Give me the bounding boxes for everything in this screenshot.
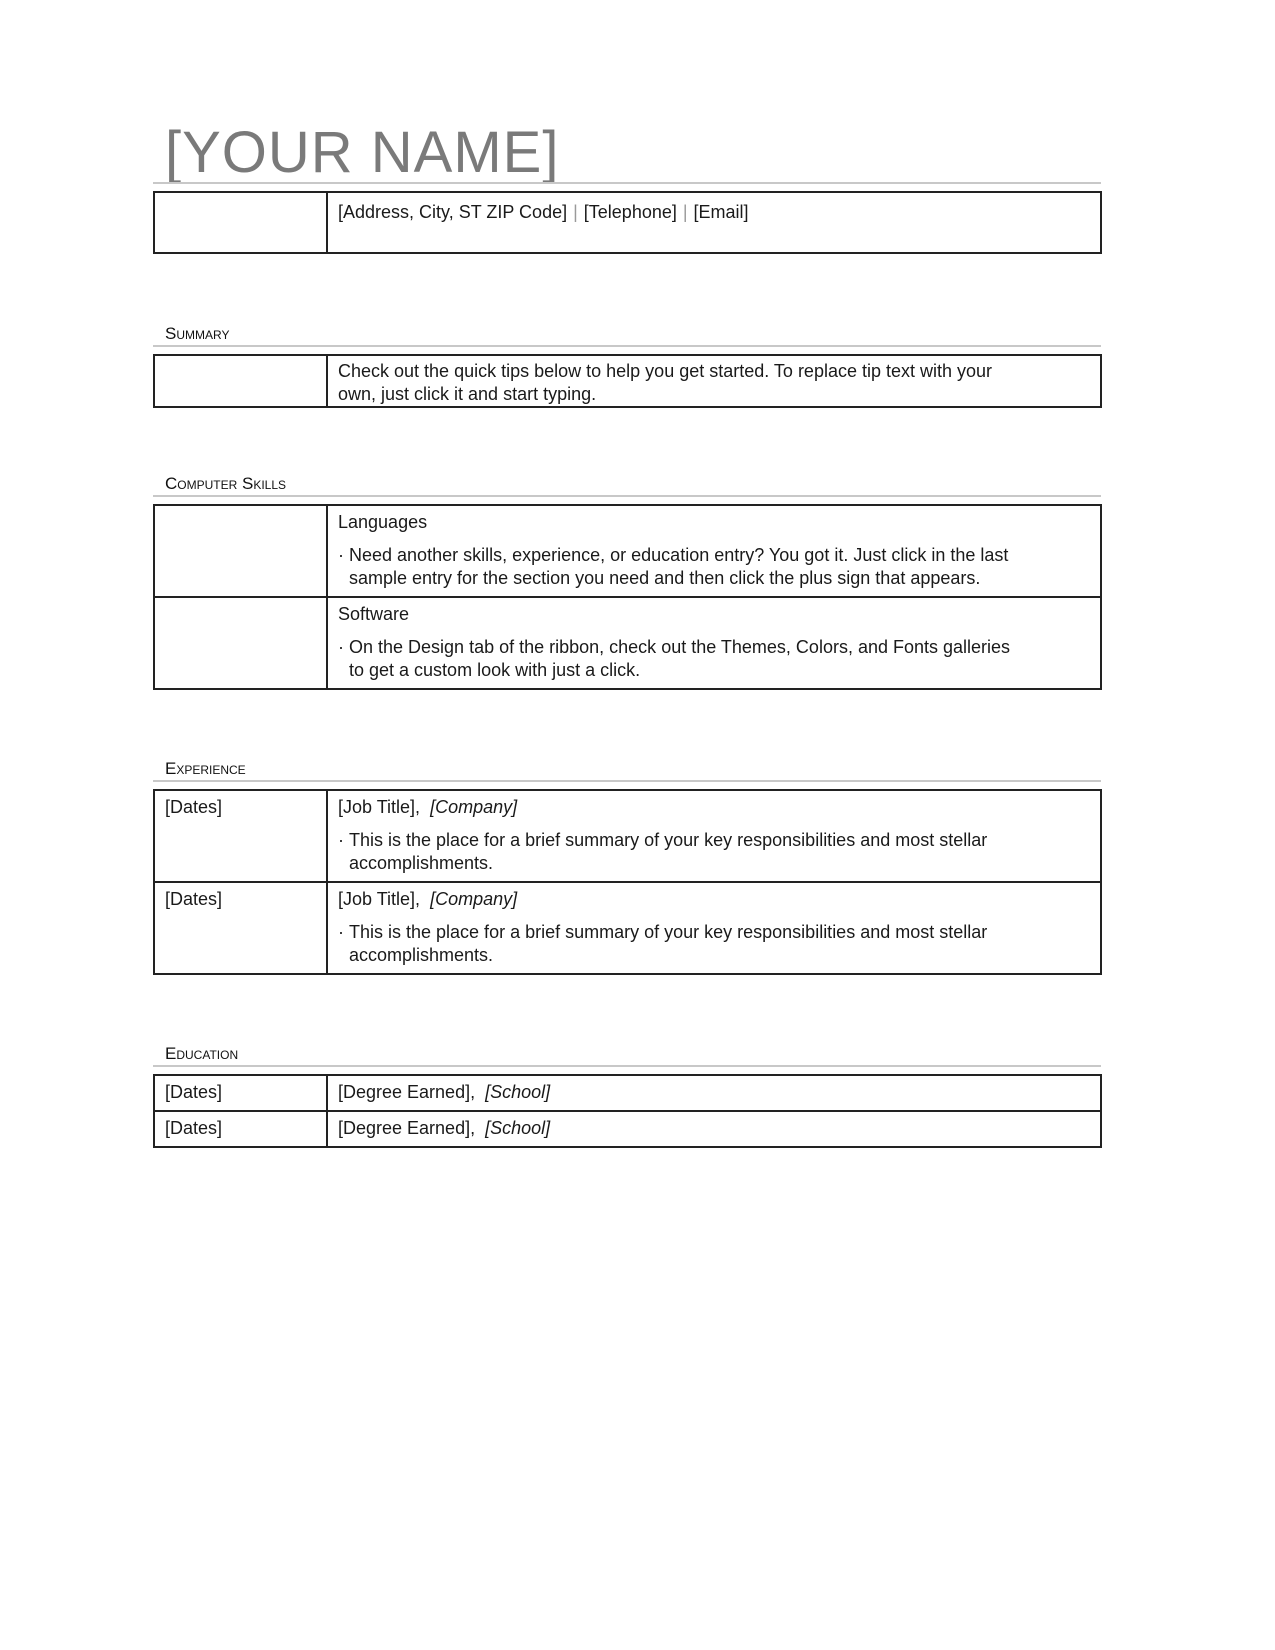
school-name[interactable]: [School] bbox=[485, 1082, 551, 1102]
experience-bullet[interactable]: · This is the place for a brief summary of your key responsibilities and most stellar accomplishments. bbox=[338, 921, 1029, 967]
skill-bullet[interactable]: · Need another skills, experience, or education entry? You got it. Just click in the last sample entry for the section you need and then click the plus sign that appears. bbox=[338, 544, 1029, 590]
skill-row bbox=[154, 597, 1101, 689]
experience-dates[interactable]: [Dates] bbox=[154, 882, 327, 974]
summary-divider bbox=[153, 345, 1101, 347]
education-dates[interactable]: [Dates] bbox=[154, 1075, 327, 1111]
computer-skills-divider bbox=[153, 495, 1101, 497]
separator: | bbox=[573, 202, 578, 222]
experience-dates[interactable]: [Dates] bbox=[154, 790, 327, 882]
summary-left-cell bbox=[154, 355, 327, 407]
skill-heading[interactable]: Languages bbox=[338, 512, 428, 532]
experience-row bbox=[154, 882, 1101, 974]
section-title-text: Experience bbox=[165, 759, 246, 778]
contact-left-cell bbox=[154, 192, 327, 253]
experience-row bbox=[154, 790, 1101, 882]
contact-info-cell bbox=[327, 192, 1101, 253]
summary-row bbox=[154, 355, 1101, 407]
skill-cell bbox=[327, 505, 1101, 597]
skill-row bbox=[154, 505, 1101, 597]
education-cell bbox=[327, 1111, 1101, 1147]
job-title[interactable]: [Job Title], bbox=[338, 889, 421, 909]
school-name[interactable]: [School] bbox=[485, 1118, 551, 1138]
telephone-field[interactable]: [Telephone] bbox=[583, 202, 677, 222]
experience-heading[interactable] bbox=[165, 757, 246, 781]
computer-skills-heading[interactable] bbox=[165, 472, 286, 496]
education-divider bbox=[153, 1065, 1101, 1067]
skill-cell bbox=[327, 597, 1101, 689]
experience-cell bbox=[327, 790, 1101, 882]
address-field[interactable]: [Address, City, ST ZIP Code] bbox=[338, 202, 568, 222]
summary-table bbox=[153, 354, 1102, 408]
experience-role bbox=[338, 888, 1090, 911]
separator: | bbox=[682, 202, 688, 222]
experience-cell bbox=[327, 882, 1101, 974]
section-title-text: Computer Skills bbox=[165, 474, 287, 493]
experience-bullet[interactable]: · This is the place for a brief summary of your key responsibilities and most stellar accomplishments. bbox=[338, 829, 1029, 875]
summary-heading[interactable] bbox=[165, 322, 229, 346]
education-cell bbox=[327, 1075, 1101, 1111]
name-divider bbox=[153, 182, 1101, 184]
summary-text-cell bbox=[327, 355, 1101, 407]
company-name[interactable]: [Company] bbox=[430, 889, 518, 909]
computer-skills-table bbox=[153, 504, 1102, 690]
section-title-text: Summary bbox=[165, 324, 230, 343]
skill-heading[interactable]: Software bbox=[338, 604, 410, 624]
skill-bullet[interactable]: · On the Design tab of the ribbon, check out the Themes, Colors, and Fonts galleries to get a custom look with just a click. bbox=[338, 636, 1029, 682]
education-row bbox=[154, 1075, 1101, 1111]
name-heading[interactable]: [YOUR NAME] bbox=[165, 120, 560, 185]
email-field[interactable]: [Email] bbox=[693, 202, 749, 222]
section-title-text: Education bbox=[165, 1044, 239, 1063]
education-heading[interactable] bbox=[165, 1042, 238, 1066]
experience-divider bbox=[153, 780, 1101, 782]
skill-left-cell bbox=[154, 505, 327, 597]
degree-earned[interactable]: [Degree Earned], bbox=[338, 1118, 476, 1138]
skill-left-cell bbox=[154, 597, 327, 689]
job-title[interactable]: [Job Title], bbox=[338, 797, 421, 817]
degree-earned[interactable]: [Degree Earned], bbox=[338, 1082, 476, 1102]
education-dates[interactable]: [Dates] bbox=[154, 1111, 327, 1147]
experience-role bbox=[338, 796, 1090, 819]
education-row bbox=[154, 1111, 1101, 1147]
summary-text[interactable]: Check out the quick tips below to help you get started. To replace tip text with your own, just click it and start typing. bbox=[338, 361, 993, 404]
contact-table bbox=[153, 191, 1102, 254]
education-table bbox=[153, 1074, 1102, 1148]
experience-table bbox=[153, 789, 1102, 975]
contact-row bbox=[154, 192, 1101, 253]
company-name[interactable]: [Company] bbox=[430, 797, 518, 817]
